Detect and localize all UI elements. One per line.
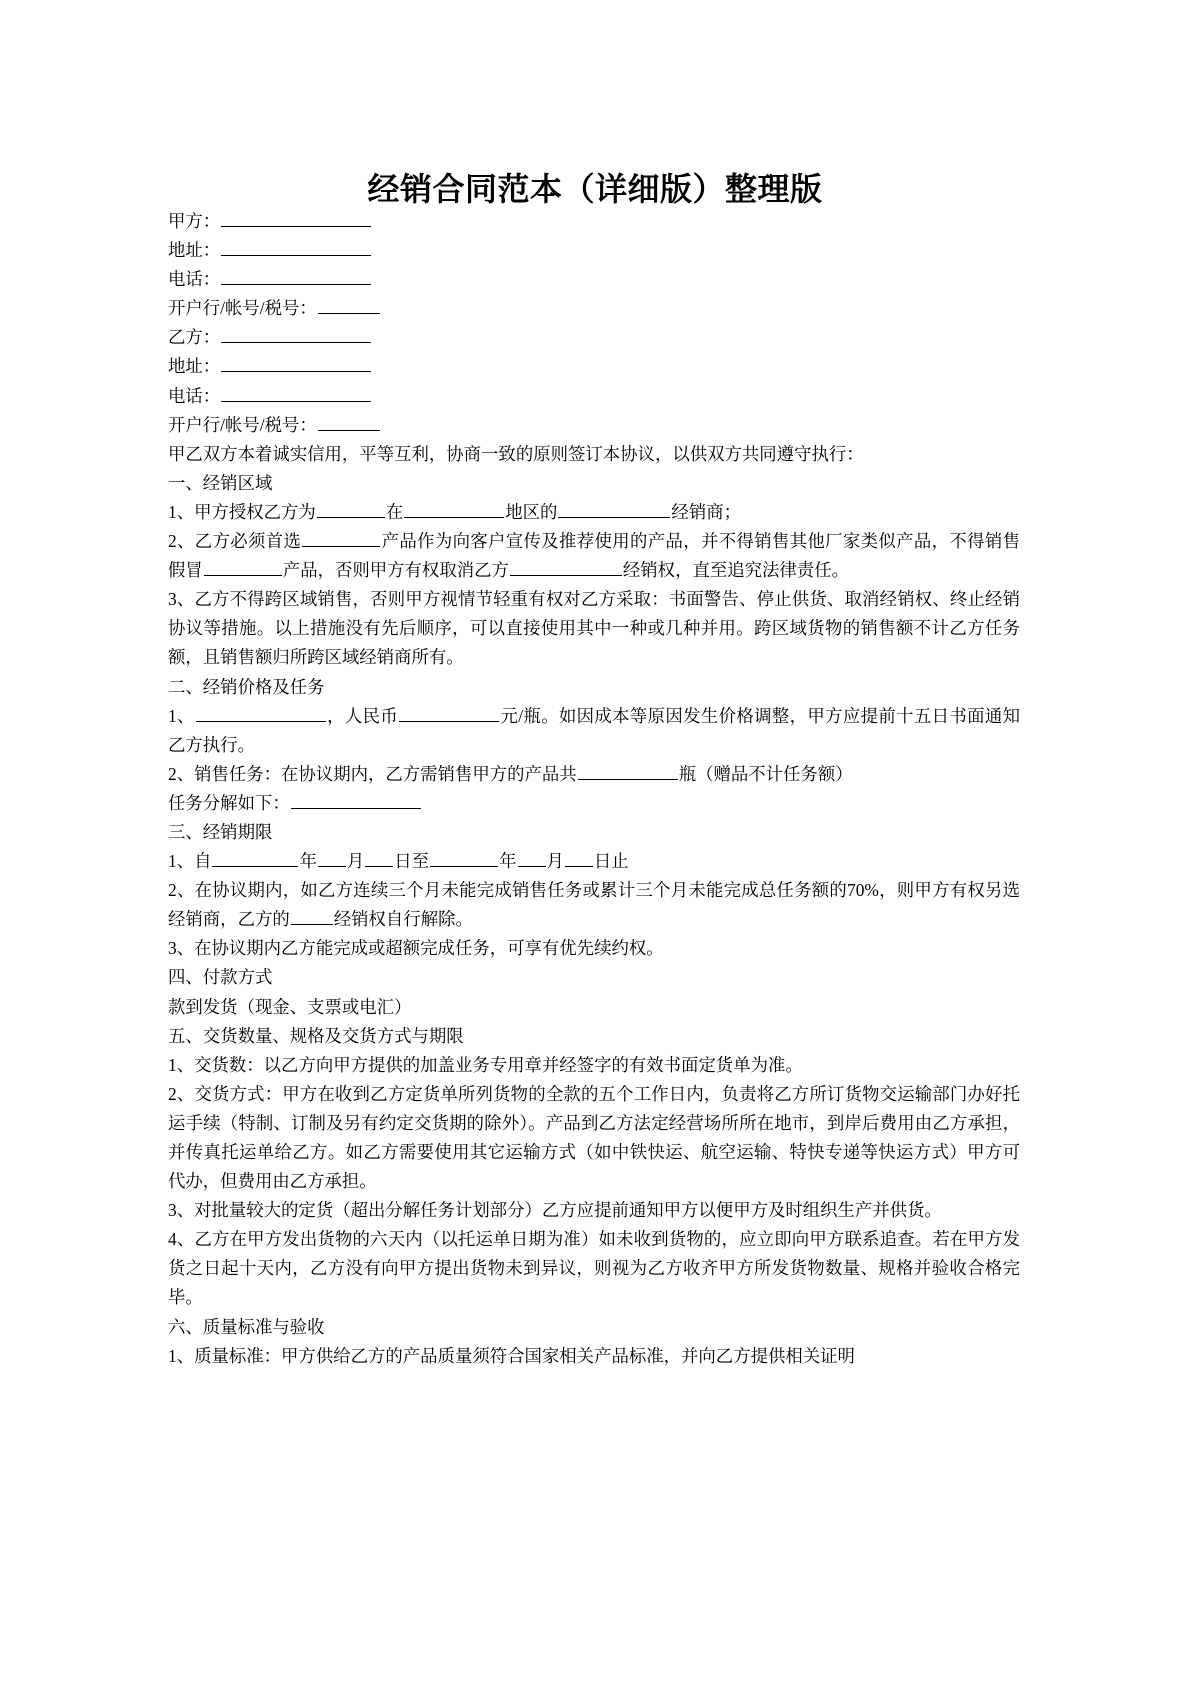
clause-text: 2、在协议期内，如乙方连续三个月未能完成销售任务或累计三个月未能完成总任务额的70%，则甲方有权另选经销商，乙方的 bbox=[168, 880, 1020, 930]
clause-text: 2、销售任务：在协议期内，乙方需销售甲方的产品共 bbox=[168, 763, 577, 784]
clause-text: 2、乙方必须首选 bbox=[168, 531, 302, 552]
party-field-row bbox=[168, 323, 1020, 352]
clause-2-3 bbox=[168, 789, 1020, 818]
document-body bbox=[168, 207, 1020, 1371]
clause-5-3: 3、对批量较大的定货（超出分解任务计划部分）乙方应提前通知甲方以便甲方及时组织生产并供货。 bbox=[168, 1200, 942, 1221]
party-field-label: 开户行/帐号/税号： bbox=[168, 298, 317, 319]
fill-blank[interactable] bbox=[510, 560, 622, 577]
party-field-label: 地址： bbox=[168, 240, 221, 261]
fill-blank[interactable] bbox=[291, 792, 421, 809]
party-field-label: 地址： bbox=[168, 356, 221, 377]
clause-text: 瓶（赠品不计任务额） bbox=[678, 763, 853, 784]
fill-blank[interactable] bbox=[578, 763, 678, 780]
clause-1-3: 3、乙方不得跨区域销售，否则甲方视情节轻重有权对乙方采取：书面警告、停止供货、取消经销权、终止经销协议等措施。以上措施没有先后顺序，可以直接使用其中一种或几种并用。跨区域货物的销售额不计乙方任务额，且销售额归所跨区域经销商所有。 bbox=[168, 589, 1020, 668]
clause-3-3: 3、在协议期内乙方能完成或超额完成任务，可享有优先续约权。 bbox=[168, 938, 664, 959]
fill-blank[interactable] bbox=[317, 501, 385, 518]
party-field-label: 开户行/帐号/税号： bbox=[168, 414, 317, 435]
section-heading-1: 一、经销区域 bbox=[168, 472, 273, 493]
page-title: 经销合同范本（详细版）整理版 bbox=[367, 171, 823, 208]
clause-text: 任务分解如下： bbox=[168, 792, 290, 813]
clause-5-1: 1、交货数：以乙方向甲方提供的加盖业务专用章并经签字的有效书面定货单为准。 bbox=[168, 1054, 803, 1075]
clause-6-1: 1、质量标准：甲方供给乙方的产品质量须符合国家相关产品标准，并向乙方提供相关证明 bbox=[168, 1345, 855, 1366]
party-field-blank[interactable] bbox=[221, 240, 371, 257]
party-field-label: 乙方： bbox=[168, 327, 221, 348]
party-field-row bbox=[168, 382, 1020, 411]
party-field-row bbox=[168, 294, 1020, 323]
clause-text: 在 bbox=[385, 501, 404, 522]
section-heading-5: 五、交货数量、规格及交货方式与期限 bbox=[168, 1025, 464, 1046]
party-field-row bbox=[168, 265, 1020, 294]
fill-blank[interactable] bbox=[399, 705, 499, 722]
clause-text: 月 bbox=[346, 851, 365, 872]
clause-4-1: 款到发货（现金、支票或电汇） bbox=[168, 996, 412, 1017]
preamble-paragraph: 甲乙双方本着诚实信用，平等互利，协商一致的原则签订本协议，以供双方共同遵守执行： bbox=[168, 443, 864, 464]
clause-3-1 bbox=[168, 847, 1020, 876]
clause-text: 经销权自行解除。 bbox=[333, 909, 473, 930]
clause-2-2 bbox=[168, 760, 1020, 789]
clause-text: ，人民币 bbox=[326, 705, 399, 726]
party-field-label: 甲方： bbox=[168, 211, 221, 231]
clause-text: 产品作为向客户宣传及推荐使用的产品，并不得销售其他厂家类似产品，不得销售假冒 bbox=[168, 531, 1020, 581]
fill-blank[interactable] bbox=[558, 501, 670, 518]
party-field-blank[interactable] bbox=[221, 385, 371, 402]
fill-blank[interactable] bbox=[291, 909, 333, 926]
clause-1-2 bbox=[168, 527, 1020, 585]
section-heading-3: 三、经销期限 bbox=[168, 821, 273, 842]
clause-text: 1、自 bbox=[168, 851, 212, 872]
clause-text: 地区的 bbox=[505, 501, 558, 522]
party-field-blank[interactable] bbox=[221, 210, 371, 227]
party-field-row bbox=[168, 352, 1020, 381]
party-field-blank[interactable] bbox=[318, 298, 380, 315]
fill-blank-day[interactable] bbox=[365, 851, 393, 868]
clause-text: 日止 bbox=[593, 851, 629, 872]
clause-5-2: 2、交货方式：甲方在收到乙方定货单所列货物的全款的五个工作日内，负责将乙方所订货物交运输部门办好托运手续（特制、订制及另有约定交货期的除外）。产品到乙方法定经营场所所在地市，到岸后费用由乙方承担，并传真托运单给乙方。如乙方需要使用其它运输方式（如中铁快运、航空运输、特快专递等快运方式）甲方可代办，但费用由乙方承担。 bbox=[168, 1083, 1020, 1192]
party-field-blank[interactable] bbox=[221, 327, 371, 344]
party-field-label: 电话： bbox=[168, 385, 221, 406]
clause-text: 年 bbox=[299, 851, 317, 872]
clause-text: 经销商； bbox=[671, 501, 741, 522]
party-field-blank[interactable] bbox=[221, 269, 371, 286]
party-field-blank[interactable] bbox=[221, 356, 371, 373]
fill-blank[interactable] bbox=[302, 531, 380, 548]
clause-text: 月 bbox=[546, 851, 564, 872]
section-heading-2: 二、经销价格及任务 bbox=[168, 676, 325, 697]
clause-1-1 bbox=[168, 498, 1020, 527]
party-field-row bbox=[168, 236, 1020, 265]
party-field-blank[interactable] bbox=[318, 414, 380, 431]
fill-blank-year[interactable] bbox=[212, 851, 298, 868]
clause-text: 产品，否则甲方有权取消乙方 bbox=[282, 560, 509, 581]
fill-blank[interactable] bbox=[204, 560, 282, 577]
fill-blank-year-2[interactable] bbox=[430, 851, 498, 868]
clause-5-4: 4、乙方在甲方发出货物的六天内（以托运单日期为准）如未收到货物的，应立即向甲方联系追查。若在甲方发货之日起十天内，乙方没有向甲方提出货物未到异议，则视为乙方收齐甲方所发货物数量、规格并验收合格完毕。 bbox=[168, 1229, 1020, 1308]
party-field-label: 电话： bbox=[168, 269, 221, 290]
clause-3-2 bbox=[168, 876, 1020, 934]
fill-blank[interactable] bbox=[404, 501, 504, 518]
fill-blank-month-2[interactable] bbox=[518, 851, 546, 868]
section-heading-4: 四、付款方式 bbox=[168, 967, 273, 988]
clause-text: 1、甲方授权乙方为 bbox=[168, 501, 316, 522]
clause-text: 日至 bbox=[394, 851, 430, 872]
clause-2-1 bbox=[168, 702, 1020, 760]
clause-text: 经销权，直至追究法律责任。 bbox=[622, 560, 849, 581]
party-field-row bbox=[168, 207, 1020, 236]
fill-blank-day-2[interactable] bbox=[565, 851, 593, 868]
clause-text: 元/瓶。如因成本等原因发生价格调整，甲方应提前十五日书面通知乙方执行。 bbox=[168, 705, 1020, 755]
party-field-row bbox=[168, 411, 1020, 440]
clause-text: 年 bbox=[499, 851, 517, 872]
section-heading-6: 六、质量标准与验收 bbox=[168, 1316, 325, 1337]
fill-blank[interactable] bbox=[196, 705, 326, 722]
clause-text: 1、 bbox=[168, 705, 195, 726]
fill-blank-month[interactable] bbox=[318, 851, 346, 868]
